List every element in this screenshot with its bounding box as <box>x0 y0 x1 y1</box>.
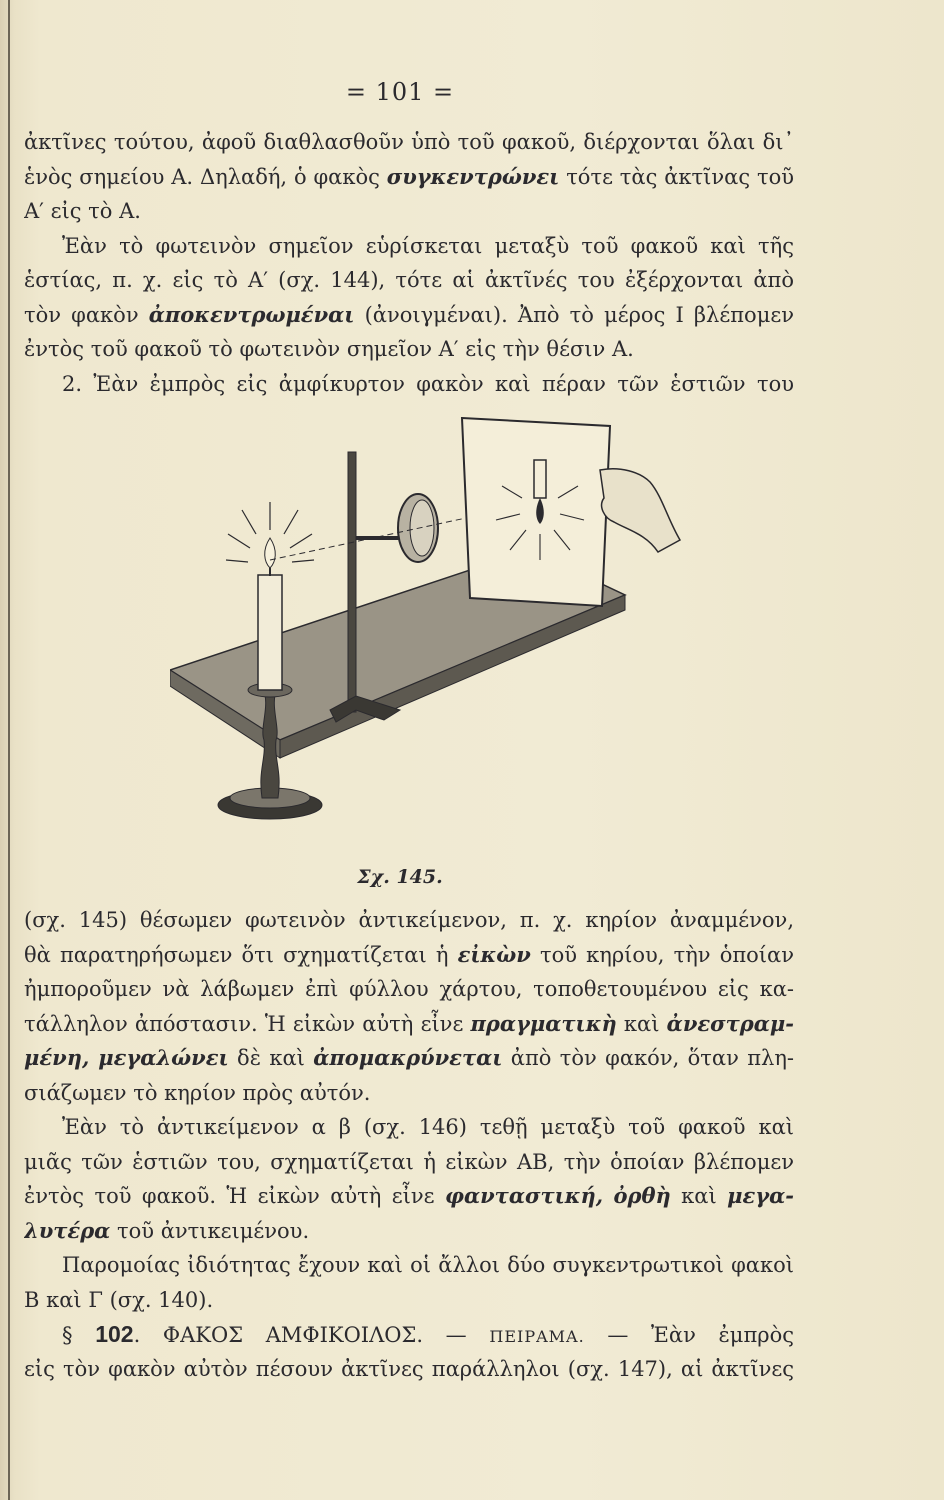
text-line: μένη, μεγαλώνει δὲ καὶ ἀπομακρύνεται ἀπὸ τὸν φακόν, ὅταν πλη- <box>24 1045 794 1070</box>
text-line: ἐντὸς τοῦ φακοῦ τὸ φωτεινὸν σημεῖον Α′ εἰς τὴν θέσιν Α. <box>24 337 634 361</box>
text-line: τάλληλον ἀπόστασιν. Ἡ εἰκὼν αὐτὴ εἶνε πραγματικὴ καὶ ἀνεστραμ- <box>24 1010 794 1036</box>
emphasis: ἀποκεντρωμέναι <box>148 301 355 327</box>
section-label: ΠΕΙΡΑΜΑ. <box>489 1327 585 1346</box>
text-line: ἐντὸς τοῦ φακοῦ. Ἡ εἰκὼν αὐτὴ εἶνε φανταστική, ὀρθὴ καὶ μεγα- <box>24 1183 794 1208</box>
text-line: ἀκτῖνες τούτου, ἀφοῦ διαθλασθοῦν ὑπὸ τοῦ φακοῦ, διέρχονται ὅλαι δι᾽ <box>24 130 794 154</box>
figure-candle-lens-screen <box>170 410 690 840</box>
text-line: 2. Ἐὰν ἐμπρὸς εἰς ἀμφίκυρτον φακὸν καὶ πέραν τῶν ἑστιῶν του <box>62 371 794 396</box>
text-line: (σχ. 145) θέσωμεν φωτεινὸν ἀντικείμενον, π. χ. κηρίον ἀναμμένον, <box>24 908 794 932</box>
emphasis: πραγματικὴ <box>470 1010 617 1036</box>
text-line: Ἐὰν τὸ ἀντικείμενον α β (σχ. 146) τεθῇ μεταξὺ τοῦ φακοῦ καὶ <box>62 1115 794 1139</box>
emphasis: μεγα- <box>727 1183 794 1208</box>
emphasis: ἀπομακρύνεται <box>313 1045 503 1070</box>
text-line: ἑστίας, π. χ. εἰς τὸ Α′ (σχ. 144), τότε αἱ ἀκτῖνές του ἐξέρχονται ἀπὸ <box>24 268 794 292</box>
text-line: Α′ εἰς τὸ Α. <box>24 199 141 223</box>
section-number: 102 <box>95 1321 134 1347</box>
text-line: λυτέρα τοῦ ἀντικειμένου. <box>24 1217 310 1243</box>
text-line: σιάζωμεν τὸ κηρίον πρὸς αὐτόν. <box>24 1080 371 1105</box>
emphasis: ὀρθὴ <box>613 1183 671 1208</box>
emphasis: συγκεντρώνει <box>386 163 560 189</box>
section-heading-line: § 102. ΦΑΚΟΣ ΑΜΦΙΚΟΙΛΟΣ. — ΠΕΙΡΑΜΑ. — Ἐὰν ἐμπρὸς <box>62 1321 794 1347</box>
text-line: ἑνὸς σημείου Α. Δηλαδή, ὁ φακὸς συγκεντρώνει τότε τὰς ἀκτῖνας τοῦ <box>24 163 794 189</box>
paper-screen-illustration <box>462 418 680 606</box>
text-line: εἰς τὸν φακὸν αὐτὸν πέσουν ἀκτῖνες παράλληλοι (σχ. 147), αἱ ἀκτῖνες <box>24 1356 794 1381</box>
emphasis: φανταστική, <box>444 1183 604 1208</box>
text-line: ἠμποροῦμεν νὰ λάβωμεν ἐπὶ φύλλου χάρτου, τοποθετουμένου εἰς κα- <box>24 977 794 1001</box>
text-line: θὰ παρατηρήσωμεν ὅτι σχηματίζεται ἡ εἰκὼν τοῦ κηρίου, τὴν ὁποίαν <box>24 941 794 967</box>
emphasis: μένη, μεγαλώνει <box>24 1045 229 1070</box>
text-line: Παρομοίας ἰδιότητας ἔχουν καὶ οἱ ἄλλοι δύο συγκεντρωτικοὶ φακοὶ <box>62 1253 794 1277</box>
text-line: μιᾶς τῶν ἑστιῶν του, σχηματίζεται ἡ εἰκὼν ΑΒ, τὴν ὁποίαν βλέπομεν <box>24 1149 794 1174</box>
text-line: τὸν φακὸν ἀποκεντρωμέναι (ἀνοιγμέναι). Ἀπὸ τὸ μέρος Ι βλέπομεν <box>24 301 794 327</box>
emphasis: ἀνεστραμ- <box>666 1010 794 1036</box>
page-number: = 101 = <box>345 78 455 106</box>
text-block-bottom <box>24 903 794 1386</box>
section-title: . ΦΑΚΟΣ ΑΜΦΙΚΟΙΛΟΣ. — <box>133 1323 490 1347</box>
figure-caption: Σχ. 145. <box>357 866 443 888</box>
text-line: Ἐὰν τὸ φωτεινὸν σημεῖον εὑρίσκεται μεταξὺ τοῦ φακοῦ καὶ τῆς <box>62 233 794 258</box>
text-block-top <box>24 125 794 401</box>
book-spine-edge <box>8 0 10 1500</box>
text-line: Β καὶ Γ (σχ. 140). <box>24 1287 214 1312</box>
emphasis: εἰκὼν <box>457 941 531 967</box>
emphasis: λυτέρα <box>24 1217 111 1243</box>
